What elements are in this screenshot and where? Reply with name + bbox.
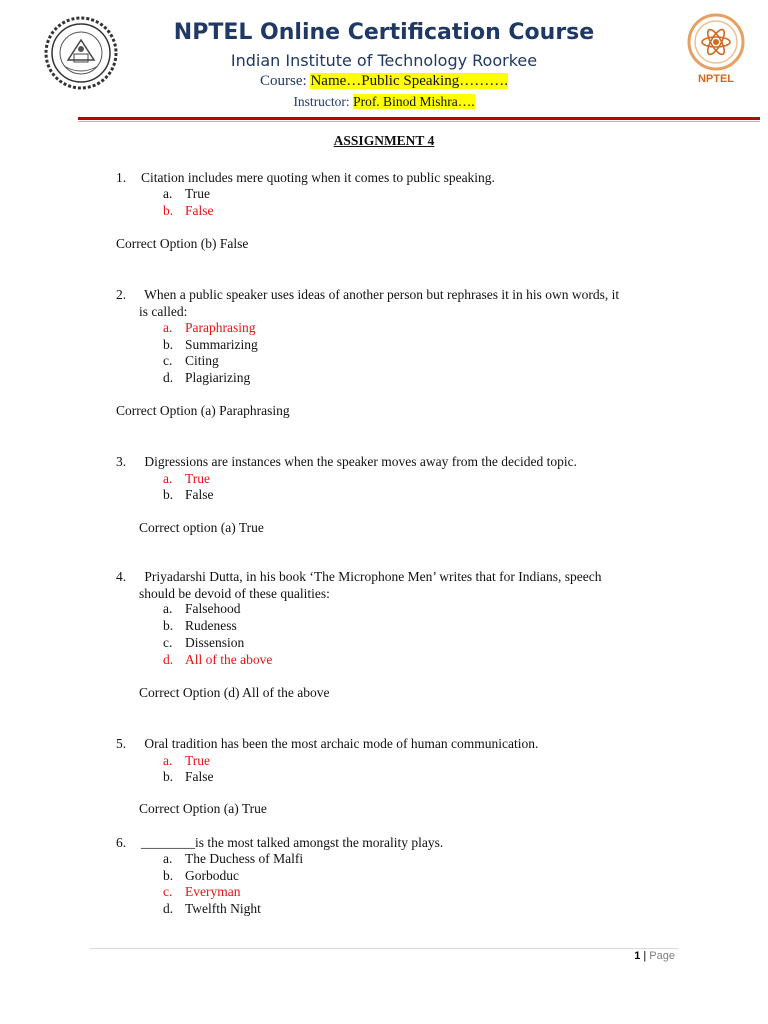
question-4 — [116, 569, 602, 585]
question-number: 6. — [116, 835, 127, 850]
option-4b: b. Rudeness — [163, 618, 237, 633]
question-5 — [116, 736, 538, 752]
question-text: Oral tradition has been the most archaic mode of human communication. — [141, 736, 539, 751]
question-text: Digressions are instances when the speaker moves away from the decided topic. — [141, 454, 577, 469]
answer-1: Correct Option (b) False — [116, 236, 249, 251]
instructor-label: Instructor: — [293, 94, 350, 109]
question-number: 3. — [116, 454, 127, 469]
header-divider-red — [78, 117, 760, 120]
course-title: NPTEL Online Certification Course — [173, 20, 595, 45]
option-5b: b. False — [163, 769, 214, 784]
option-3a-correct: a. True — [163, 471, 211, 486]
course-value: Name…Public Speaking………. — [310, 73, 508, 89]
question-number: 1. — [116, 170, 127, 185]
option-2c: c. Citing — [163, 353, 219, 368]
option-6b: b. Gorboduc — [163, 868, 239, 883]
question-1 — [116, 170, 495, 186]
answer-3: Correct option (a) True — [139, 520, 264, 535]
question-6 — [116, 835, 443, 851]
option-5a-correct: a. True — [163, 753, 211, 768]
instructor-value: Prof. Binod Mishra…. — [353, 94, 475, 109]
question-text: Citation includes mere quoting when it comes to public speaking. — [141, 170, 495, 185]
footer-divider — [90, 948, 678, 949]
question-text: ________is the most talked amongst the morality plays. — [141, 835, 444, 850]
page-label: Page — [649, 950, 675, 962]
option-3b: b. False — [163, 487, 214, 502]
option-1a: a. True — [163, 186, 211, 201]
course-line — [0, 73, 768, 90]
option-4d-correct: d. All of the above — [163, 652, 273, 667]
option-1b-correct: b. False — [163, 203, 214, 218]
header-divider-grey — [78, 121, 760, 122]
page-number: 1 — [634, 950, 641, 962]
page-separator: | — [640, 950, 650, 962]
option-2a-correct: a. Paraphrasing — [163, 320, 256, 335]
question-3 — [116, 454, 577, 470]
answer-5: Correct Option (a) True — [139, 801, 267, 816]
option-4c: c. Dissension — [163, 635, 245, 650]
answer-2: Correct Option (a) Paraphrasing — [116, 403, 290, 418]
option-4a: a. Falsehood — [163, 601, 241, 616]
question-2 — [116, 287, 619, 303]
assignment-title: ASSIGNMENT 4 — [333, 133, 435, 148]
question-number: 4. — [116, 569, 127, 584]
option-6d: d. Twelfth Night — [163, 901, 261, 916]
question-4-line2: should be devoid of these qualities: — [139, 586, 330, 601]
nptel-logo-text: NPTEL — [697, 73, 735, 85]
question-number: 5. — [116, 736, 127, 751]
answer-4: Correct Option (d) All of the above — [139, 685, 330, 700]
question-2-line2: is called: — [139, 304, 188, 319]
question-text: When a public speaker uses ideas of another person but rephrases it in his own words, it — [141, 287, 620, 302]
question-number: 2. — [116, 287, 127, 302]
institute-name: Indian Institute of Technology Roorkee — [230, 51, 538, 70]
option-6a: a. The Duchess of Malfi — [163, 851, 304, 866]
option-6c-correct: c. Everyman — [163, 884, 241, 899]
question-text: Priyadarshi Dutta, in his book ‘The Microphone Men’ writes that for Indians, speech — [141, 569, 602, 584]
page-footer — [520, 950, 675, 962]
instructor-line — [0, 94, 768, 110]
course-label: Course: — [260, 73, 307, 89]
option-2b: b. Summarizing — [163, 337, 258, 352]
option-2d: d. Plagiarizing — [163, 370, 251, 385]
